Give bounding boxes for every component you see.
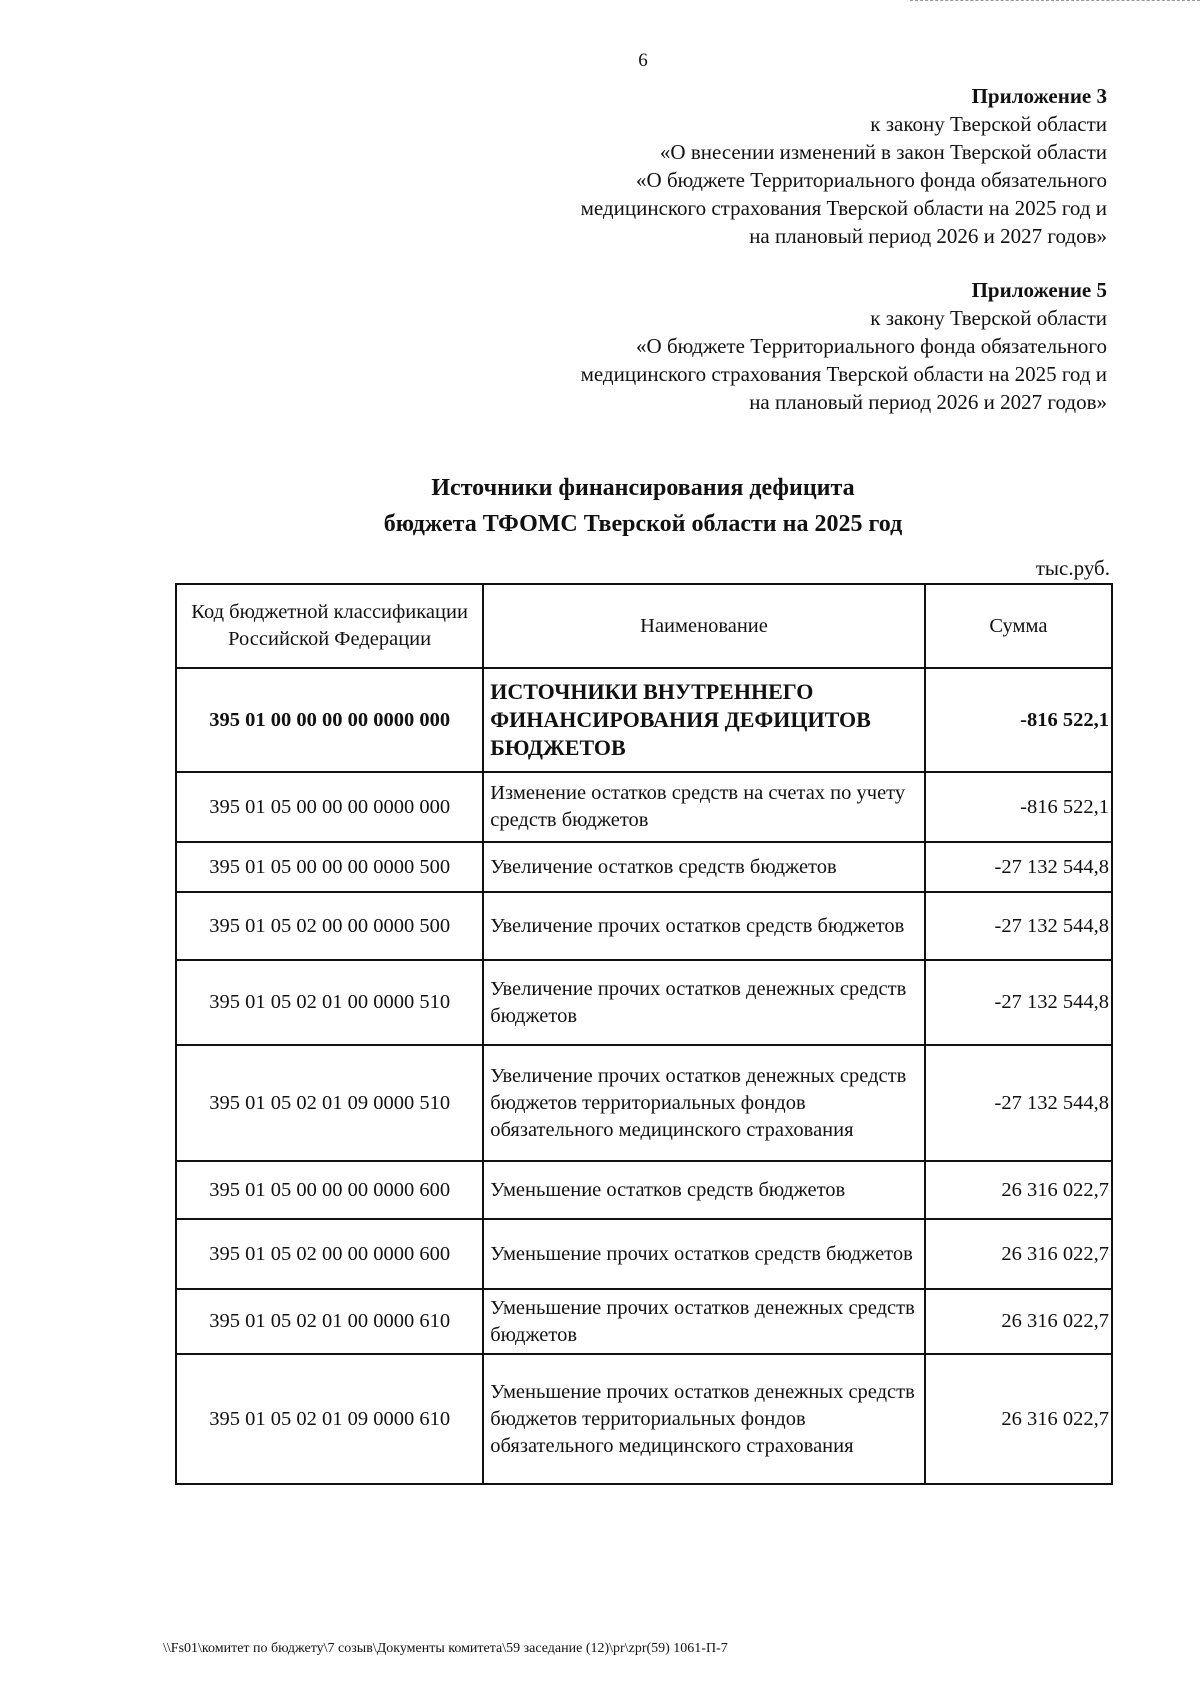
row-sum: 26 316 022,7 bbox=[925, 1219, 1112, 1289]
header-code: Код бюджетной классификации Российской Федерации bbox=[176, 584, 483, 668]
row-code: 395 01 05 02 00 00 0000 500 bbox=[176, 892, 483, 960]
appendix-5-header bbox=[581, 276, 1107, 416]
row-name: ИСТОЧНИКИ ВНУТРЕННЕГО ФИНАНСИРОВАНИЯ ДЕФИЦИТОВ БЮДЖЕТОВ bbox=[483, 668, 925, 772]
row-code: 395 01 00 00 00 00 0000 000 bbox=[176, 668, 483, 772]
row-sum: 26 316 022,7 bbox=[925, 1289, 1112, 1354]
document-title-line-1: Источники финансирования дефицита bbox=[431, 475, 855, 501]
row-name: Увеличение остатков средств бюджетов bbox=[483, 842, 925, 892]
header-name: Наименование bbox=[483, 584, 925, 668]
table-row bbox=[176, 960, 1112, 1045]
row-code: 395 01 05 02 01 09 0000 610 bbox=[176, 1354, 483, 1484]
header-sum: Сумма bbox=[925, 584, 1112, 668]
appendix-3-line: «О внесении изменений в закон Тверской области bbox=[659, 140, 1107, 164]
appendix-3-line: к закону Тверской области bbox=[870, 112, 1107, 136]
row-name: Увеличение прочих остатков денежных средств бюджетов bbox=[483, 960, 925, 1045]
document-title-line-2: бюджета ТФОМС Тверской области на 2025 год bbox=[383, 511, 903, 537]
table-row bbox=[176, 892, 1112, 960]
table-row bbox=[176, 1219, 1112, 1289]
row-sum: -27 132 544,8 bbox=[925, 1045, 1112, 1161]
top-dashed-rule bbox=[910, 0, 1200, 1]
row-name: Увеличение прочих остатков средств бюджетов bbox=[483, 892, 925, 960]
row-name: Увеличение прочих остатков денежных средств бюджетов территориальных фондов обязательного медицинского страхования bbox=[483, 1045, 925, 1161]
row-sum: -816 522,1 bbox=[925, 772, 1112, 842]
row-code: 395 01 05 00 00 00 0000 600 bbox=[176, 1161, 483, 1219]
row-code: 395 01 05 00 00 00 0000 000 bbox=[176, 772, 483, 842]
row-sum: -816 522,1 bbox=[925, 668, 1112, 772]
row-code: 395 01 05 02 01 00 0000 610 bbox=[176, 1289, 483, 1354]
row-name: Уменьшение прочих остатков денежных средств бюджетов территориальных фондов обязательного медицинского страхования bbox=[483, 1354, 925, 1484]
row-sum: 26 316 022,7 bbox=[925, 1354, 1112, 1484]
row-sum: -27 132 544,8 bbox=[925, 892, 1112, 960]
appendix-3-header bbox=[581, 82, 1107, 250]
row-sum: 26 316 022,7 bbox=[925, 1161, 1112, 1219]
row-name: Уменьшение остатков средств бюджетов bbox=[483, 1161, 925, 1219]
row-name: Уменьшение прочих остатков средств бюджетов bbox=[483, 1219, 925, 1289]
table-header-row bbox=[176, 584, 1112, 668]
table-row bbox=[176, 842, 1112, 892]
appendix-3-line: медицинского страхования Тверской области на 2025 год и bbox=[580, 196, 1107, 220]
appendix-5-line: к закону Тверской области bbox=[870, 306, 1107, 330]
appendix-3-title: Приложение 3 bbox=[971, 84, 1107, 108]
appendix-3-line: на плановый период 2026 и 2027 годов» bbox=[749, 224, 1107, 248]
row-name: Уменьшение прочих остатков денежных средств бюджетов bbox=[483, 1289, 925, 1354]
table-row bbox=[176, 1289, 1112, 1354]
table-row bbox=[176, 1045, 1112, 1161]
page-number: 6 bbox=[638, 50, 648, 71]
units-label: тыс.руб. bbox=[1035, 556, 1110, 580]
appendix-5-line: «О бюджете Территориального фонда обязательного bbox=[636, 334, 1107, 358]
appendix-5-line: на плановый период 2026 и 2027 годов» bbox=[749, 390, 1107, 414]
table-row bbox=[176, 1354, 1112, 1484]
table-row bbox=[176, 668, 1112, 772]
appendix-5-title: Приложение 5 bbox=[971, 278, 1107, 302]
row-code: 395 01 05 00 00 00 0000 500 bbox=[176, 842, 483, 892]
table-row bbox=[176, 1161, 1112, 1219]
row-code: 395 01 05 02 01 09 0000 510 bbox=[176, 1045, 483, 1161]
row-name: Изменение остатков средств на счетах по учету средств бюджетов bbox=[483, 772, 925, 842]
appendix-3-line: «О бюджете Территориального фонда обязательного bbox=[636, 168, 1107, 192]
table-row bbox=[176, 772, 1112, 842]
row-code: 395 01 05 02 00 00 0000 600 bbox=[176, 1219, 483, 1289]
row-sum: -27 132 544,8 bbox=[925, 842, 1112, 892]
appendix-5-line: медицинского страхования Тверской области на 2025 год и bbox=[580, 362, 1107, 386]
row-code: 395 01 05 02 01 00 0000 510 bbox=[176, 960, 483, 1045]
footer-file-path: \\Fs01\комитет по бюджету\7 созыв\Документы комитета\59 заседание (12)\pr\zpr(59) 1061-П-7 bbox=[163, 1641, 728, 1656]
deficit-sources-table bbox=[175, 583, 1113, 1485]
document-title bbox=[0, 470, 1200, 542]
row-sum: -27 132 544,8 bbox=[925, 960, 1112, 1045]
